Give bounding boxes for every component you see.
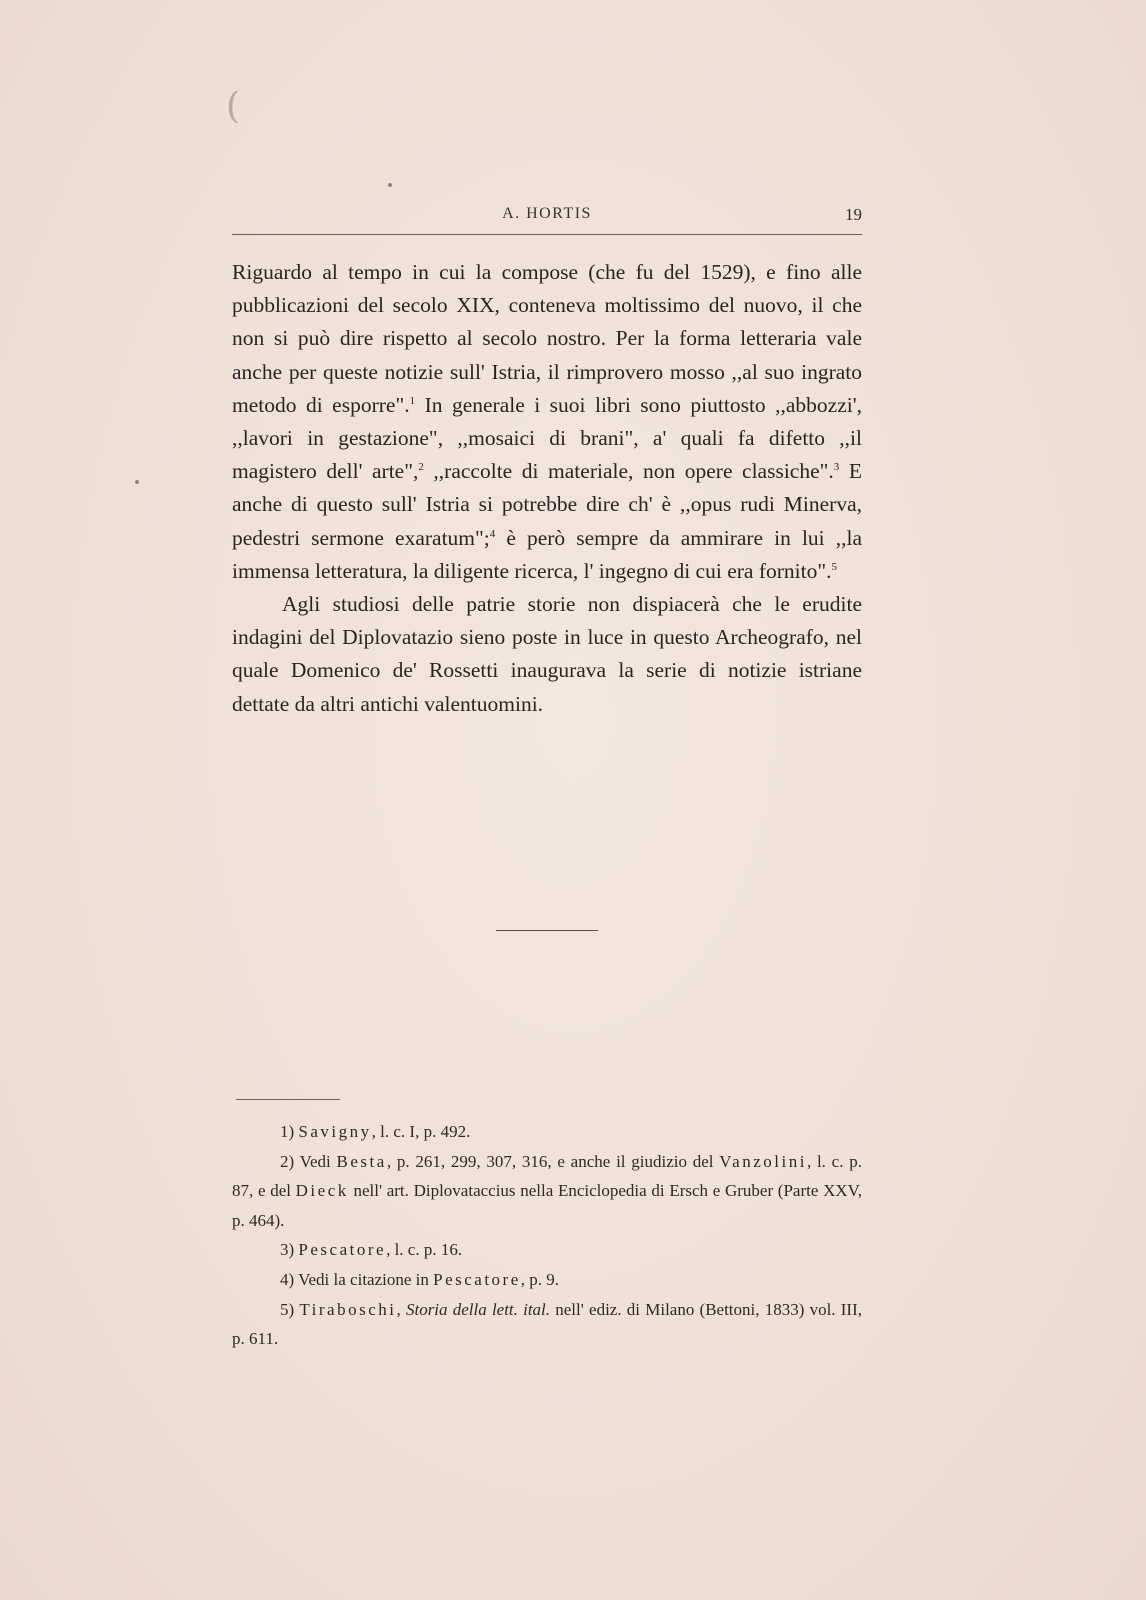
- header-rule: [232, 234, 862, 235]
- page-header: [232, 205, 862, 241]
- footnote-ref-3: 3: [833, 461, 840, 474]
- text-run: E anche di questo sull' Istria si potrebbe dire ch' è ,,opus rudi Minerva, pedestri sermone exaratum";: [232, 459, 862, 550]
- footnote-marker: 1): [280, 1122, 295, 1141]
- text-run: ,: [396, 1299, 406, 1319]
- footnote-author: Dieck: [295, 1181, 349, 1201]
- text-run: , p. 261, 299, 307, 316, e anche il giudizio del: [386, 1151, 720, 1171]
- footnote-3: [232, 1235, 862, 1265]
- footnote-marker: 4): [280, 1269, 295, 1289]
- paper-speck: [388, 183, 392, 187]
- text-run: nell' ediz. di Milano (Bettoni, 1833) vol. III, p. 611.: [232, 1299, 863, 1349]
- paper-speck: [135, 480, 139, 484]
- footnote-5: [232, 1295, 862, 1354]
- footnote-author: Vanzolini: [719, 1151, 807, 1171]
- footnote-marker: 3): [280, 1240, 295, 1260]
- text-run: Riguardo al tempo in cui la compose (che fu del 1529), e fino alle pubblicazioni del secolo XIX, conteneva moltissimo del nuovo, il che non si può dire rispetto al secolo nostro. Per la forma letteraria vale anche per queste notizie sull' Istria, il rimprovero mosso ,,al suo ingrato metodo di esporre".: [232, 260, 862, 417]
- text-run: In generale i suoi libri sono piuttosto ,,abbozzi', ,,lavori in gestazione", ,,mosaici di brani", a' quali fa difetto ,,il magistero dell' arte",: [232, 392, 862, 484]
- running-title: A. HORTIS: [502, 205, 592, 222]
- footnote-author: Savigny: [298, 1122, 372, 1141]
- footnote-author: Tiraboschi: [299, 1299, 397, 1319]
- main-text: [232, 256, 862, 721]
- cited-title: Storia della lett. ital.: [405, 1299, 551, 1319]
- text-run: Vedi la citazione in: [294, 1269, 434, 1289]
- footnote-author: Pescatore: [433, 1269, 521, 1289]
- text-run: , p. 9.: [520, 1269, 560, 1289]
- footnote-2: [232, 1147, 862, 1236]
- margin-pencil-mark: (: [226, 86, 241, 127]
- text-run: , l. c. I, p. 492.: [371, 1122, 471, 1141]
- footnote-ref-1: 1: [409, 394, 416, 407]
- text-run: ,,raccolte di materiale, non opere classiche".: [423, 459, 834, 484]
- footnote-author: Pescatore: [298, 1240, 387, 1260]
- text-run: , l. c. p. 16.: [386, 1240, 463, 1260]
- text-run: è però sempre da ammirare in lui ,,la immensa letteratura, la diligente ricerca, l' ingegno di cui era fornito".: [232, 525, 862, 583]
- footnote-marker: 5): [280, 1299, 295, 1319]
- text-run: Vedi: [294, 1151, 337, 1171]
- footnote-ref-2: 2: [418, 461, 424, 474]
- footnote-marker: 2): [280, 1151, 295, 1171]
- footnote-author: Besta: [336, 1151, 387, 1171]
- section-separator: [496, 930, 598, 931]
- page-number: 19: [845, 205, 862, 224]
- footnote-rule: [236, 1099, 340, 1100]
- paragraph-1: [232, 256, 862, 588]
- paragraph-2: Agli studiosi delle patrie storie non dispiacerà che le erudite indagini del Diplovatazio sieno poste in luce in questo Archeografo, nel quale Domenico de' Rossetti inaugurava la serie di notizie istriane dettate da altri antichi valentuomini.: [232, 592, 862, 716]
- footnote-ref-5: 5: [831, 560, 837, 573]
- text-run: , l. c. p. 87, e del: [232, 1151, 862, 1201]
- text-run: nell' art. Diplovataccius nella Enciclopedia di Ersch e Gruber (Parte XXV, p. 464).: [232, 1181, 862, 1230]
- footnote-4: [232, 1265, 862, 1295]
- footnote-1: [232, 1117, 862, 1147]
- footnotes: [232, 1117, 862, 1354]
- footnote-ref-4: 4: [489, 527, 496, 540]
